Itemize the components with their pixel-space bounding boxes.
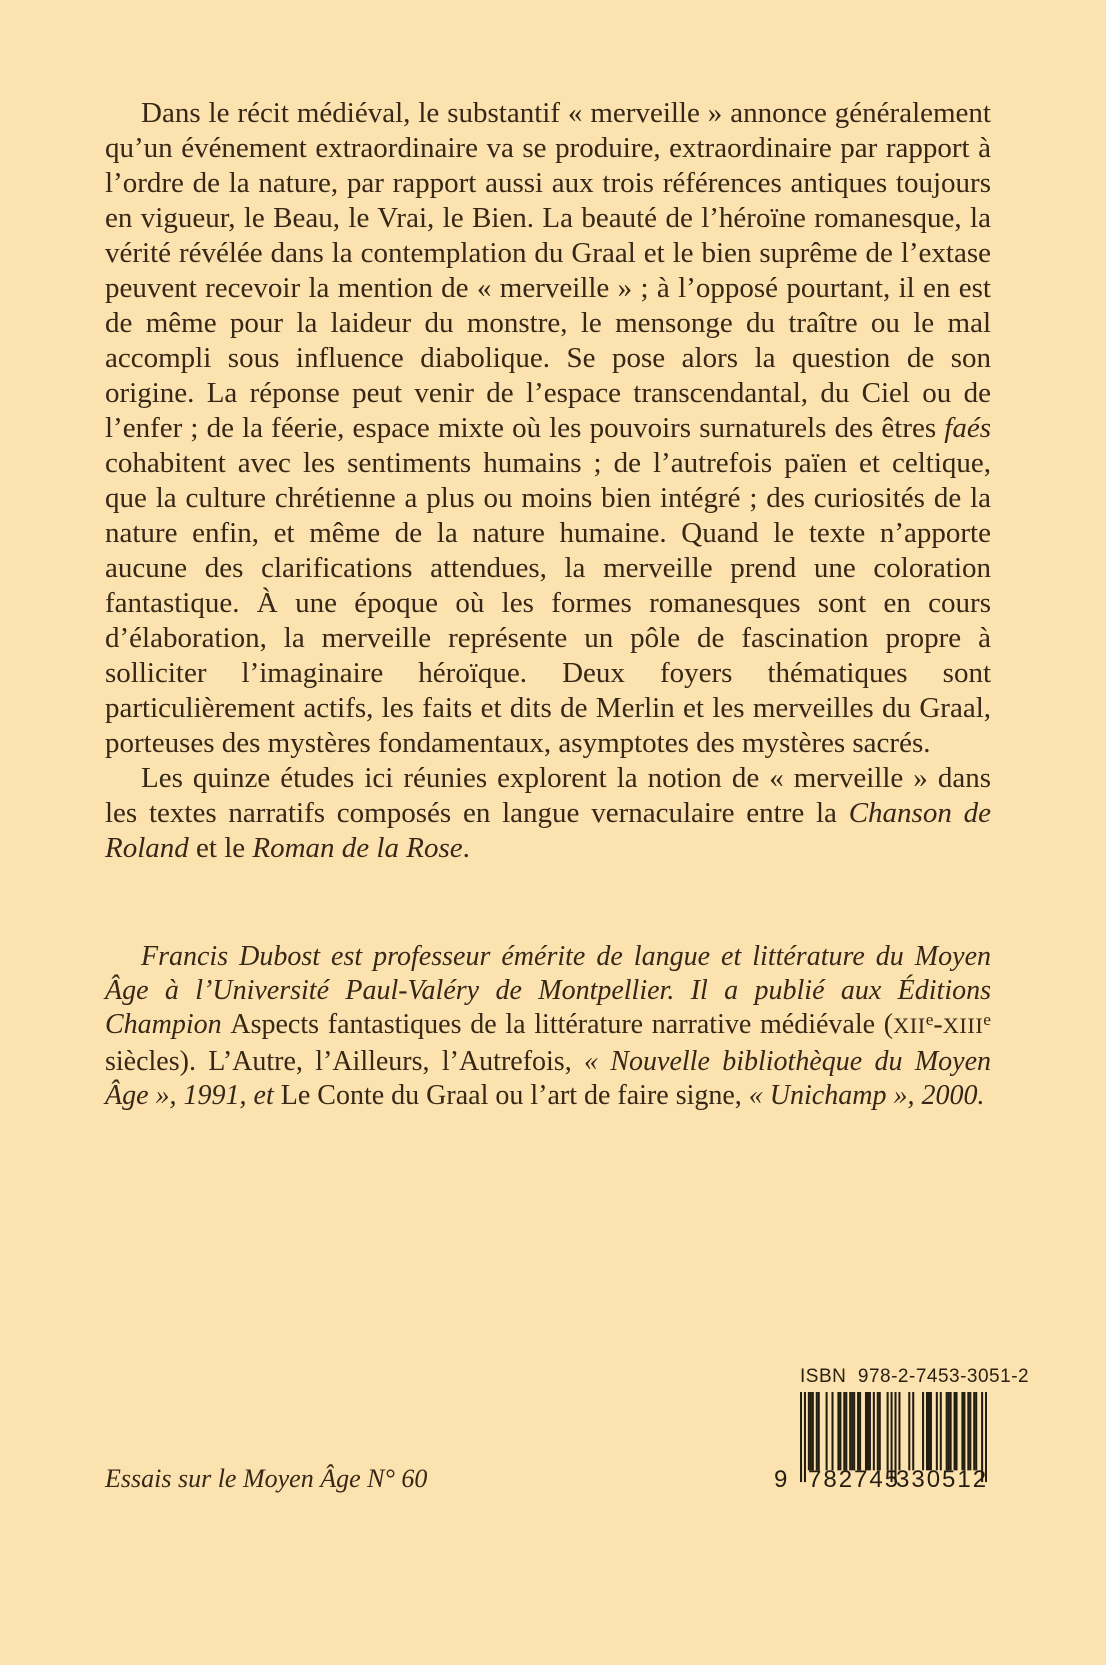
text-run: Francis Dubost est professeur émérite de langue et littérature du Moyen Âge à l’Université Paul-Valéry de Montpellier. Il a publié aux Éditions Champion	[105, 941, 991, 1040]
text-run: XIII	[942, 1013, 984, 1038]
barcode-digit-first: 9	[774, 1466, 788, 1493]
isbn-block	[774, 1366, 1030, 1493]
synopsis-paragraph-1	[105, 96, 991, 761]
back-cover-text-block	[105, 96, 991, 1113]
text-run: Les quinze études ici réunies explorent la notion de « merveille » dans les textes narratifs composés en langue vernaculaire entre la	[105, 762, 991, 829]
text-run: « Nouvelle bibliothèque du Moyen Âge », 1991, et	[105, 1046, 991, 1111]
text-run: e	[983, 1010, 991, 1030]
series-label: Essais sur le Moyen Âge N° 60	[105, 1464, 428, 1493]
text-run: « Unichamp », 2000.	[748, 1080, 985, 1111]
synopsis-paragraph-2	[105, 761, 991, 866]
text-run: -	[933, 1009, 943, 1040]
text-run: .	[462, 832, 470, 864]
text-run: siècles). L’Autre, l’Ailleurs, l’Autrefois,	[105, 1046, 585, 1077]
text-run: e	[925, 1010, 934, 1030]
text-run: Chanson de Roland	[105, 797, 991, 864]
text-run: Roman de la Rose	[252, 832, 463, 864]
barcode-digit-group-left: 782745	[808, 1466, 901, 1493]
text-run: et le	[188, 832, 253, 864]
text-run: Le Conte du Graal ou l’art de faire signe,	[280, 1080, 749, 1111]
text-run: Dans le récit médiéval, le substantif « merveille » annonce généralement qu’un événement extraordinaire va se produire, extraordinaire par rapport à l’ordre de la nature, par rapport aussi aux trois références antiques toujours en vigueur, le Beau, le Vrai, le Bien. La beauté de l’héroïne romanesque, la vérité révélée dans la contemplation du Graal et le bien suprême de l’extase peuvent recevoir la mention de « merveille » ; à l’opposé pourtant, il en est de même pour la laideur du monstre, le mensonge du traître ou le mal accompli sous influence diabolique. Se pose alors la question de son origine. La réponse peut venir de l’espace transcendantal, du Ciel ou de l’enfer ; de la féerie, espace mixte où les pouvoirs surnaturels des êtres	[105, 97, 991, 444]
text-run: faés	[944, 412, 991, 444]
barcode-wrap	[774, 1392, 989, 1493]
text-run: XII	[893, 1013, 926, 1038]
barcode-digits	[774, 1466, 989, 1493]
text-run: cohabitent avec les sentiments humains ; de l’autrefois païen et celtique, que la culture chrétienne a plus ou moins bien intégré ; des curiosités de la nature enfin, et même de la nature humaine. Quand le texte n’apporte aucune des clarifications attendues, la merveille prend une coloration fantastique. À une époque où les formes romanesques sont en cours d’élaboration, la merveille représente un pôle de fascination propre à solliciter l’imaginaire héroïque. Deux foyers thématiques sont particulièrement actifs, les faits et dits de Merlin et les merveilles du Graal, porteuses des mystères fondamentaux, asymptotes des mystères sacrés.	[105, 447, 991, 759]
text-run: Aspects fantastiques de la littérature narrative médiévale (	[230, 1009, 894, 1040]
barcode-digit-group-right: 330512	[896, 1466, 989, 1493]
isbn-number: ISBN 978-2-7453-3051-2	[800, 1366, 1030, 1387]
author-bio-paragraph	[105, 940, 991, 1113]
